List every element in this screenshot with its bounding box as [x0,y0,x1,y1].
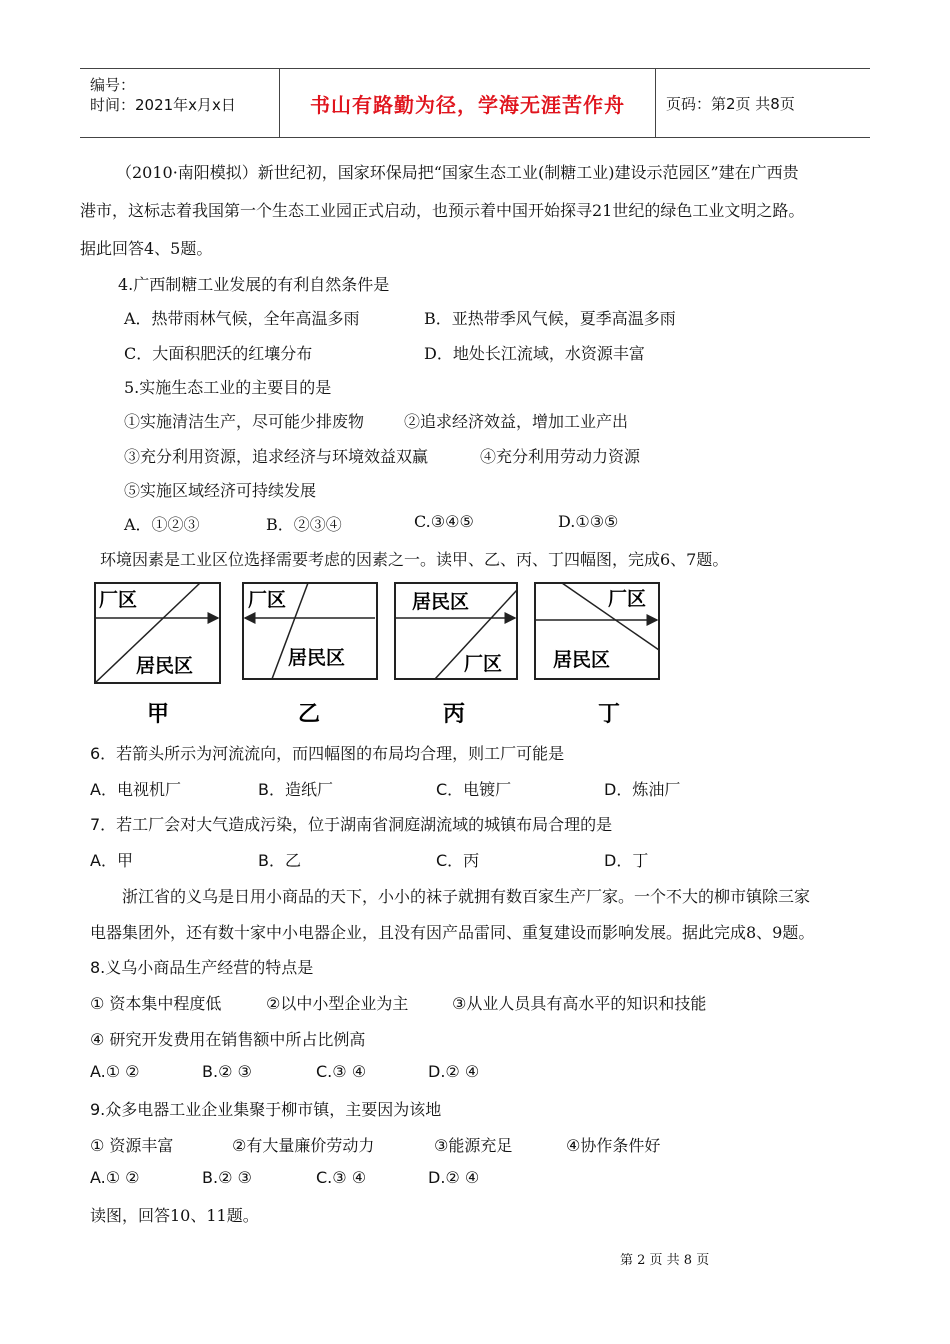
intro-8-9-line-2: 电器集团外，还有数十家中小电器企业，且没有因产品雷同、重复建设而影响发展。据此完成8、9题。 [90,923,815,942]
q5-statement-5: ⑤实施区域经济可持续发展 [124,481,317,500]
number-label: 编号： [90,76,136,94]
q8-option-a: A.① ② [90,1062,140,1081]
q6-option-a: A．电视机厂 [90,780,181,799]
q8-option-c: C.③ ④ [316,1062,367,1081]
q8-stem: 8.义乌小商品生产经营的特点是 [90,958,314,977]
intro-4-5-line-1: （2010·南阳模拟）新世纪初，国家环保局把“国家生态工业(制糖工业)建设示范园区”建在广西贵 [116,163,799,182]
jia-factory-label: 厂区 [99,589,138,611]
intro-4-5-line-2: 港市，这标志着我国第一个生态工业园正式启动，也预示着中国开始探寻21世纪的绿色工业文明之路。 [80,201,805,220]
time-label: 时间：2021年x月x日 [90,96,236,114]
q9-statement-1: ① 资源丰富 [90,1136,174,1155]
layout-diagrams [90,580,670,730]
intro-10-11: 读图，回答10、11题。 [90,1206,259,1225]
yi-residential-label: 居民区 [288,647,346,669]
q4-option-d: D．地处长江流域，水资源丰富 [424,344,645,363]
q6-stem: 6．若箭头所示为河流流向，而四幅图的布局均合理，则工厂可能是 [90,744,565,763]
diagram-yi [243,583,377,727]
q9-stem: 9.众多电器工业企业集聚于柳市镇，主要因为该地 [90,1100,442,1119]
q5-statement-3: ③充分利用资源，追求经济与环境效益双赢 [124,447,429,466]
intro-6-7: 环境因素是工业区位选择需要考虑的因素之一。读甲、乙、丙、丁四幅图，完成6、7题。 [100,550,729,569]
q7-option-a: A．甲 [90,851,133,870]
page-footer: 第 2 页 共 8 页 [620,1253,710,1268]
jia-caption: 甲 [147,702,170,727]
q6-option-b: B．造纸厂 [258,780,333,799]
jia-residential-label: 居民区 [136,655,194,677]
q5-statement-1: ①实施清洁生产，尽可能少排废物 [124,412,365,431]
q8-statement-2: ②以中小型企业为主 [266,994,409,1013]
header-page-info: 页码：第2页 共8页 [666,94,795,113]
bing-caption: 丙 [443,702,466,727]
intro-8-9-line-1: 浙江省的义乌是日用小商品的天下，小小的袜子就拥有数百家生产厂家。一个不大的柳市镇除三家 [122,887,811,906]
q9-option-a: A.① ② [90,1168,140,1187]
yi-factory-label: 厂区 [248,589,287,611]
q8-statement-3: ③从业人员具有高水平的知识和技能 [452,994,707,1013]
q9-statement-3: ③能源充足 [434,1136,513,1155]
q6-option-c: C．电镀厂 [436,780,512,799]
bing-factory-label: 厂区 [464,653,503,675]
ding-caption: 丁 [598,702,621,727]
q5-stem: 5.实施生态工业的主要目的是 [124,378,332,397]
ding-factory-label: 厂区 [608,588,647,610]
q5-option-a: A．①②③ [124,515,200,534]
ding-residential-label: 居民区 [553,649,611,671]
yi-caption: 乙 [298,702,321,727]
q9-option-b: B.② ③ [202,1168,252,1187]
page-header [80,68,870,138]
header-meta-cell [80,69,280,137]
q9-option-c: C.③ ④ [316,1168,367,1187]
q5-option-d: D.①③⑤ [558,512,619,531]
q7-option-b: B．乙 [258,851,301,870]
q9-statement-2: ②有大量廉价劳动力 [232,1136,375,1155]
bing-residential-label: 居民区 [412,591,470,613]
q8-statement-4: ④ 研究开发费用在销售额中所占比例高 [90,1030,366,1049]
q8-statement-1: ① 资本集中程度低 [90,994,222,1013]
q9-statement-4: ④协作条件好 [566,1136,661,1155]
header-motto: 书山有路勤为径，学海无涯苦作舟 [280,69,656,137]
diagram-bing [395,583,517,727]
diagram-jia [95,583,220,727]
q5-statement-2: ②追求经济效益，增加工业产出 [404,412,629,431]
intro-4-5-line-3: 据此回答4、5题。 [80,239,213,258]
q8-option-b: B.② ③ [202,1062,252,1081]
q5-option-c: C.③④⑤ [414,512,474,531]
q4-option-a: A．热带雨林气候，全年高温多雨 [124,309,360,328]
q4-option-c: C．大面积肥沃的红壤分布 [124,344,313,363]
q6-option-d: D．炼油厂 [604,780,681,799]
q7-option-c: C．丙 [436,851,480,870]
diagram-ding [535,583,659,727]
q4-option-b: B．亚热带季风气候，夏季高温多雨 [424,309,676,328]
q8-option-d: D.② ④ [428,1062,480,1081]
q9-option-d: D.② ④ [428,1168,480,1187]
q7-stem: 7．若工厂会对大气造成污染，位于湖南省洞庭湖流域的城镇布局合理的是 [90,815,613,834]
q5-option-b: B．②③④ [266,515,342,534]
q5-statement-4: ④充分利用劳动力资源 [480,447,641,466]
q4-stem: 4.广西制糖工业发展的有利自然条件是 [118,275,390,294]
q7-option-d: D．丁 [604,851,649,870]
